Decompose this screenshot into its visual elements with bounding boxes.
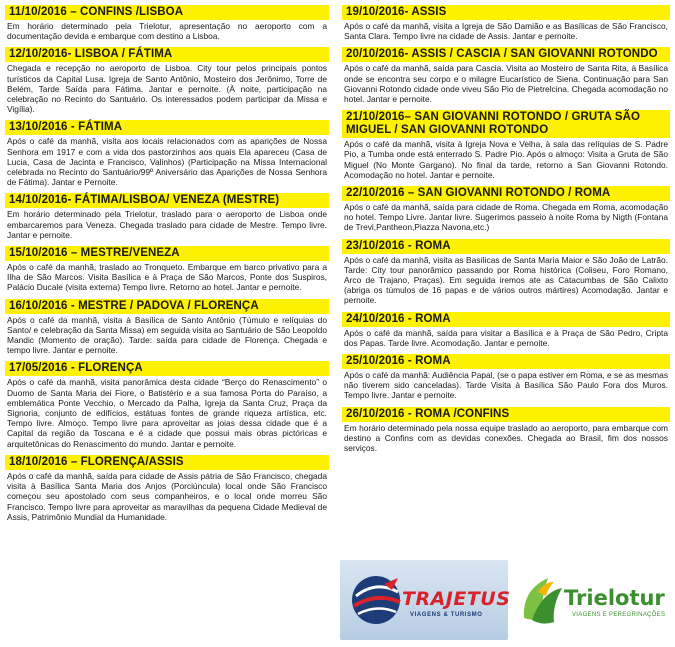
trielotur-tagline: VIAGENS E PEREGRINAÇÕES [572,612,666,618]
day-entry [342,5,670,41]
day-description: Após o café da manhã, saída para cidade de Roma. Chegada em Roma, acomodação no hotel. Tempo Livre. Jantar livre. Sugerimos passeio à noite Roma by Nigth (Fontana de Trevi,Pantheon,Piazza Navona,etc.) [344,202,668,233]
day-entry [5,5,329,41]
itinerary-left-column [5,5,329,528]
trielotur-logo [516,560,670,640]
day-title: 12/10/2016- LISBOA / FÁTIMA [5,47,329,62]
day-entry [342,312,670,348]
day-description: Após o café da manhã, visita aos locais relacionados com as aparições de Nossa Senhora em 1917 e com a vida dos pastorzinhos aos quais Ela apareceu (Casa de Lucia, Casa de Jacinta e Francisco, Valinhos) (Participação na Missa Internacional celebrada no Recinto do Santuário/99º Aniversário das Aparições de Nossa Senhora de Fátima). Jantar e Pernoite. [7,136,327,188]
day-entry [342,407,670,454]
itinerary-right-column [342,5,670,459]
day-entry [5,120,329,187]
day-description: Em horário determinado pela Trielotur, traslado para o aeroporto de Lisboa onde embarcaremos para Veneza. Chegada traslado para cidade de Mestre. Tempo livre. Jantar e pernoite. [7,209,327,240]
day-entry [5,299,329,356]
day-entry [5,47,329,114]
day-entry [5,455,329,522]
day-title: 25/10/2016 - ROMA [342,354,670,369]
trajetus-tagline: VIAGENS & TURISMO [410,612,483,618]
day-title: 20/10/2016- ASSIS / CASCIA / SAN GIOVANNI ROTONDO [342,47,670,62]
day-title: 19/10/2016- ASSIS [342,5,670,20]
day-description: Após o café da manhã, visita panorâmica desta cidade “Berço do Renascimento” o Duomo de Santa Maria dei Fiore, o Batistério e a sua famosa Porta do Paraíso, a emblemática Ponte Vecchio, o Mercado da Palha, Igreja da Santa Cruz, Praça da Signoria, conjunto de edifícios, estátuas fontes de grande riqueza artística, etc. Tempo livre. Almoço. Tempo livre para aproveitar as joias dessa cidade que é a Capital da região da Toscana e é a cidade que possui mais obras pictóricas e arquitetônicas do Renascimento do mundo. Jantar e pernoite. [7,377,327,449]
day-description: Em horário determinado pela Trielotur, apresentação no aeroporto com a documentação devida e embarque com destino a Lisboa. [7,21,327,42]
day-description: Após o café da manhã, saída para cidade de Assis pátria de São Francisco, chegada visita à Basílica Santa Maria dos Anjos (Porciúncula) local onde São Francisco começou seu apostolado com seus companheiros, e o local onde morreu São Francisco. Tempo livre para aproveitar as maravilhas da pequena Cidade Medieval de Assis, Patrimônio Mundial da Humanidade. [7,470,327,522]
day-description: Após o café da manhã, visita a Igreja de São Damião e as Basílicas de São Francisco, Santa Clara. Tempo livre na cidade de Assis. Jantar e pernoite. [344,21,668,42]
day-title: 13/10/2016 - FÁTIMA [5,120,329,135]
day-title: 24/10/2016 - ROMA [342,312,670,327]
trielotur-leaf-icon [518,572,566,628]
day-description: Após o café da manhã, saída para Cascia. Visita ao Mosteiro de Santa Rita, à Basílica onde se encontra seu corpo e o milagre Eucarístico de Siena. Continuação para San Giovanni Rotondo cidade onde viveu São Pio de Pietrelcina. Chegada acomodação no hotel. Jantar e pernoite. [344,63,668,105]
day-title: 15/10/2016 – MESTRE/VENEZA [5,246,329,261]
day-title: 21/10/2016– SAN GIOVANNI ROTONDO / GRUTA SÃO MIGUEL / SAN GIOVANNI ROTONDO [342,110,670,138]
day-description: Após o café da manhã, visita as Basílicas de Santa Maria Maior e São João de Latrão. Tarde: City tour panorâmico passando por Roma histórica (Coliseu, Foro Romano, Arco de Trajano, Praças). Em seguida iremos ate as Catacumbas de São Calixto (abriga os túmulos de 16 papas e de vários outros mártires) Acomodação. Jantar e pernoite. [344,254,668,306]
day-title: 18/10/2016 – FLORENÇA/ASSIS [5,455,329,470]
day-description: Após o café da manhã, visita à Igreja Nova e Velha, à sala das relíquias de S. Padre Pio, a Tumba onde está enterrado S. Padre Pio. Após o almoço: Visita a Gruta de São Miguel (No Monte Gargano). No final da tarde, retorno a San Giovanni Rotondo. Acomodação no hotel. Jantar e pernoite. [344,139,668,180]
day-title: 16/10/2016 - MESTRE / PADOVA / FLORENÇA [5,299,329,314]
day-title: 26/10/2016 - ROMA /CONFINS [342,407,670,422]
day-title: 17/05/2016 - FLORENÇA [5,361,329,376]
day-title: 14/10/2016- FÁTIMA/LISBOA/ VENEZA (MESTRE) [5,193,329,208]
day-description: Após o café da manhã: Audiência Papal, (se o papa estiver em Roma, e se as mesmas não tiverem sido canceladas). Tarde Visita à Basílica São Paulo Fora dos Muros. Tempo livre. Jantar e pernoite. [344,370,669,401]
day-title: 23/10/2016 - ROMA [342,239,670,254]
day-entry [5,361,329,448]
trajetus-globe-icon [346,570,406,630]
day-description: Após o café da manhã, traslado ao Tronqueto. Embarque em barco privativo para a Ilha de São Marcos. Visita Basílica e à Praça de São Marcos, Ponte dos Suspiros, Palácio Ducale (visita externa) Tempo livre. Retorno ao hotel. Jantar e pernoite. [7,262,327,293]
day-description: Chegada e recepção no aeroporto de Lisboa. City tour pelos principais pontos turísticos da Capital Lusa. Igreja de Santo Antônio, Mosteiro dos Jerônimo, Torre de Belém, Tarde Saída para Fátima. Jantar e pernoite. (À noite, participação na celebração no Recinto do Santuário. Os interessados podem participar da Missa e Vigília). [7,63,327,115]
trielotur-name: Trielotur [564,586,665,610]
day-entry [342,239,670,306]
day-entry [342,186,670,233]
day-title: 11/10/2016 – CONFINS /LISBOA [5,5,329,20]
day-entry [342,47,670,104]
day-entry [5,193,329,240]
day-description: Após o café da manhã, visita à Basílica de Santo Antônio (Túmulo e relíquias do Santo/ e celebração da Santa Missa) em seguida visita ao Santuário de São Leopoldo Mandic (Momento de oração). Tarde: saída para cidade de Florença. Chegada e tempo livre. Jantar e pernoite. [7,314,327,356]
day-entry [5,246,329,293]
day-description: Em horário determinado pela nossa equipe traslado ao aeroporto, para embarque com destino a Confins com as devidas conexões. Chegada ao Brasil, fim dos nossos serviços. [344,422,668,454]
trajetus-logo [340,560,511,640]
day-entry [342,354,670,401]
trajetus-name: TRAJETUS [402,588,511,610]
day-description: Após o café da manhã, saída para visitar a Basílica e à Praça de São Pedro, Cripta dos Papas. Tarde livre. Acomodação. Jantar e pernoite. [344,327,668,348]
day-entry [342,110,670,180]
day-title: 22/10/2016 – SAN GIOVANNI ROTONDO / ROMA [342,186,670,201]
logo-area [340,556,672,644]
